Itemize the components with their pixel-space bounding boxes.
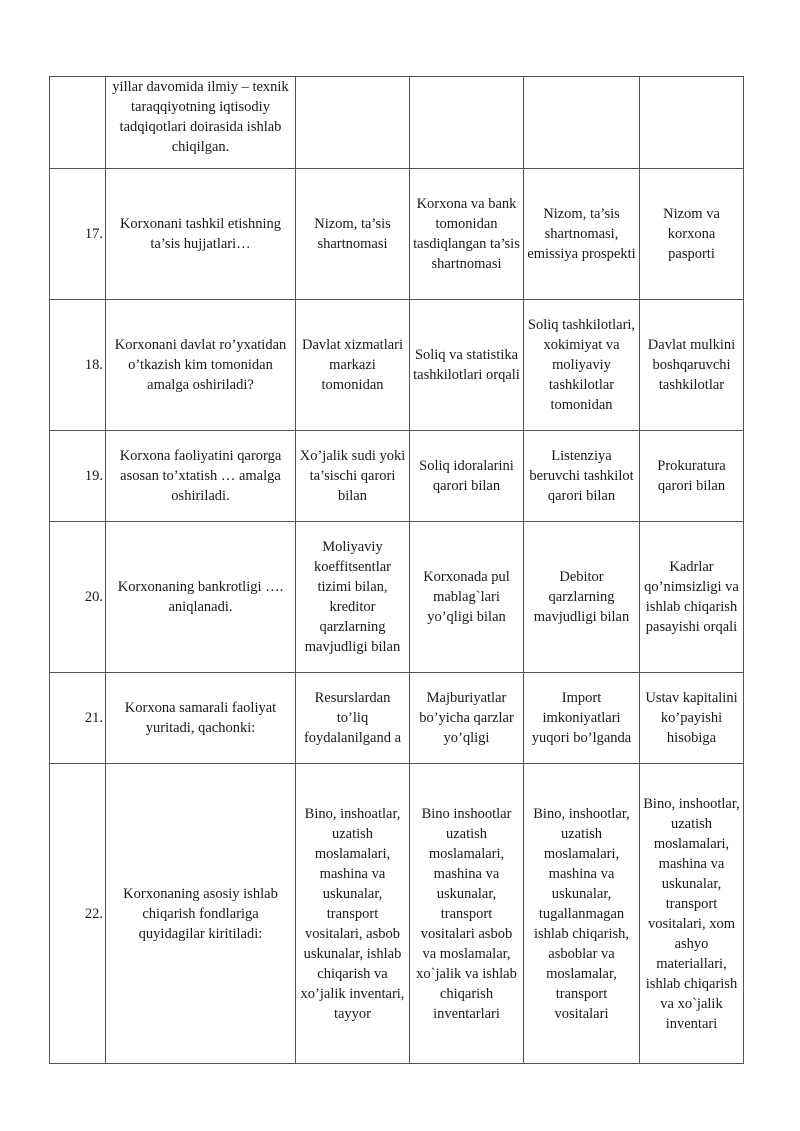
answer-option-d: Ustav kapitalini ko’payishi hisobiga (640, 673, 744, 764)
answer-option-a: Davlat xizmatlari markazi tomonidan (296, 300, 410, 431)
answer-option-c: Nizom, ta’sis shartnomasi, emissiya prospekti (524, 169, 640, 300)
answer-option-c: Debitor qarzlarning mavjudligi bilan (524, 522, 640, 673)
answer-option-d: Davlat mulkini boshqaruvchi tashkilotlar (640, 300, 744, 431)
table-row (50, 77, 744, 169)
answer-option-a: Xo’jalik sudi yoki ta’sischi qarori bilan (296, 431, 410, 522)
question-number: 20. (50, 522, 106, 673)
question-text: Korxonani davlat ro’yxatidan o’tkazish kim tomonidan amalga oshiriladi? (106, 300, 296, 431)
questions-table (49, 76, 744, 1064)
question-text: Korxonaning asosiy ishlab chiqarish fondlariga quyidagilar kiritiladi: (106, 764, 296, 1064)
answer-option-c: Import imkoniyatlari yuqori bo’lganda (524, 673, 640, 764)
answer-option-d: Kadrlar qo’nimsizligi va ishlab chiqarish pasayishi orqali (640, 522, 744, 673)
question-number: 22. (50, 764, 106, 1064)
question-number: 18. (50, 300, 106, 431)
table-row (50, 673, 744, 764)
answer-option-d: Nizom va korxona pasporti (640, 169, 744, 300)
question-number (50, 77, 106, 169)
answer-option-b: Majburiyatlar bo’yicha qarzlar yo’qligi (410, 673, 524, 764)
answer-option-c: Listenziya beruvchi tashkilot qarori bilan (524, 431, 640, 522)
answer-option-d: Bino, inshootlar, uzatish moslamalari, mashina va uskunalar, transport vositalari, xom ashyo materiallari, ishlab chiqarish va xo`jalik inventari (640, 764, 744, 1064)
answer-option-b: Korxona va bank tomonidan tasdiqlangan ta’sis shartnomasi (410, 169, 524, 300)
question-text: Korxona faoliyatini qarorga asosan to’xtatish … amalga oshiriladi. (106, 431, 296, 522)
answer-option-b (410, 77, 524, 169)
table-row (50, 431, 744, 522)
question-number: 19. (50, 431, 106, 522)
answer-option-a: Bino, inshoatlar, uzatish moslamalari, mashina va uskunalar, transport vositalari, asbob uskunalar, ishlab chiqarish va xo’jalik inventari, tayyor (296, 764, 410, 1064)
answer-option-c: Bino, inshootlar, uzatish moslamalari, mashina va uskunalar, tugallanmagan ishlab chiqarish, asboblar va moslamalar, transport vositalari (524, 764, 640, 1064)
answer-option-c (524, 77, 640, 169)
answer-option-b: Bino inshootlar uzatish moslamalari, mashina va uskunalar, transport vositalari asbob va moslamalar, xo`jalik va ishlab chiqarish inventarlari (410, 764, 524, 1064)
question-text: Korxona samarali faoliyat yuritadi, qachonki: (106, 673, 296, 764)
question-text: Korxonani tashkil etishning ta’sis hujjatlari… (106, 169, 296, 300)
table-row (50, 169, 744, 300)
answer-option-d (640, 77, 744, 169)
table-row (50, 300, 744, 431)
answer-option-c: Soliq tashkilotlari, xokimiyat va moliyaviy tashkilotlar tomonidan (524, 300, 640, 431)
answer-option-a: Nizom, ta’sis shartnomasi (296, 169, 410, 300)
table-row (50, 764, 744, 1064)
answer-option-b: Korxonada pul mablag`lari yo’qligi bilan (410, 522, 524, 673)
answer-option-b: Soliq idoralarini qarori bilan (410, 431, 524, 522)
question-text: Korxonaning bankrotligi …. aniqlanadi. (106, 522, 296, 673)
question-text: yillar davomida ilmiy – texnik taraqqiyotning iqtisodiy tadqiqotlari doirasida ishlab chiqilgan. (106, 77, 296, 169)
answer-option-b: Soliq va statistika tashkilotlari orqali (410, 300, 524, 431)
question-number: 17. (50, 169, 106, 300)
answer-option-a: Resurslardan to’liq foydalanilgand a (296, 673, 410, 764)
answer-option-d: Prokuratura qarori bilan (640, 431, 744, 522)
table-row (50, 522, 744, 673)
answer-option-a: Moliyaviy koeffitsentlar tizimi bilan, kreditor qarzlarning mavjudligi bilan (296, 522, 410, 673)
answer-option-a (296, 77, 410, 169)
question-number: 21. (50, 673, 106, 764)
